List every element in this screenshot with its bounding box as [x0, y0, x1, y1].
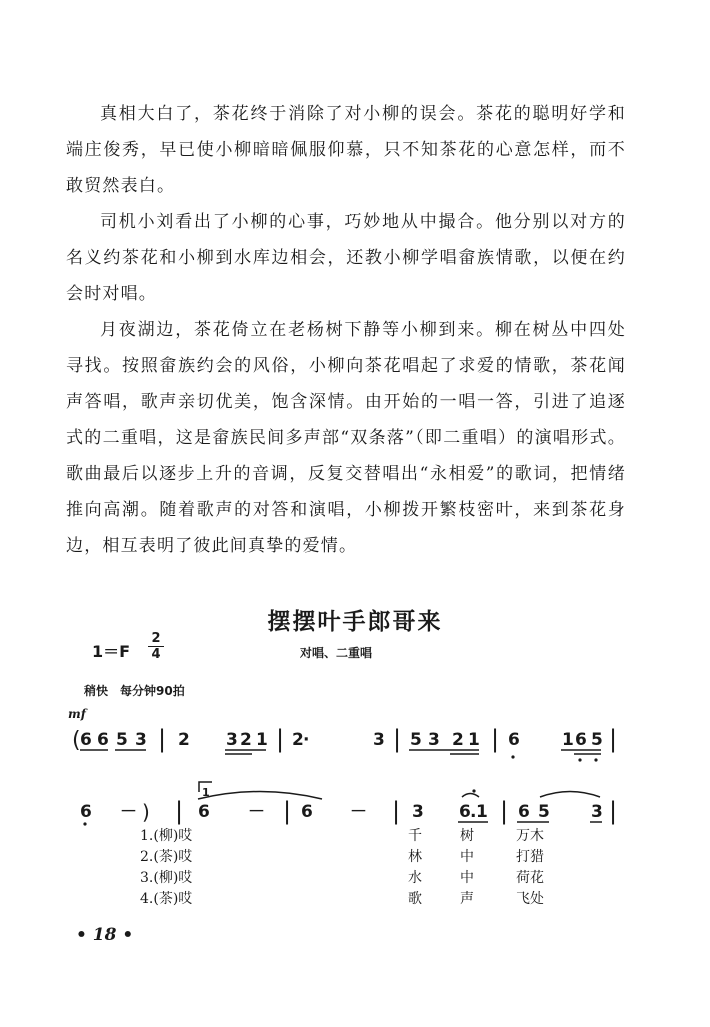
performance-style: 对唱、二重唱	[300, 646, 373, 660]
lyric-word: 歌	[408, 891, 422, 907]
note: 3	[428, 730, 440, 750]
volta-number: 1	[202, 786, 210, 799]
verse-label: 2.(茶)哎	[140, 849, 193, 865]
lyric-word: 千	[408, 828, 422, 844]
verse-label: 1.(柳)哎	[140, 828, 193, 844]
note: 5	[410, 730, 422, 750]
lyric-word: 声	[460, 891, 474, 907]
note: 3	[591, 802, 603, 822]
note: 3	[373, 730, 385, 750]
time-signature	[148, 632, 164, 661]
bar-line: |	[283, 797, 292, 825]
note: 1	[476, 802, 488, 822]
time-signature-bottom: 4	[151, 647, 161, 662]
tempo-marking: 稍快 每分钟90拍	[84, 684, 185, 698]
bar-line: |	[609, 725, 618, 753]
lyric-word: 中	[460, 870, 474, 886]
lyrics-column	[516, 826, 544, 910]
bar-line: |	[392, 797, 401, 825]
note: 5	[538, 802, 550, 822]
dash-extension: －	[120, 802, 137, 822]
lyric-word: 水	[408, 870, 422, 886]
lyric-word: 荷花	[516, 870, 544, 886]
note: 6	[518, 802, 530, 822]
paragraph: 真相大白了，茶花终于消除了对小柳的误会。茶花的聪明好学和端庄俊秀，早已使小柳暗暗佩服仰慕，只不知茶花的心意怎样，而不敢贸然表白。	[66, 104, 626, 196]
dash-extension: －	[248, 802, 265, 822]
verse-label: 4.(茶)哎	[140, 891, 193, 907]
song-title: 摆摆叶手郎哥来	[267, 609, 443, 635]
verse-label: 3.(柳)哎	[140, 870, 193, 886]
close-paren: )	[142, 800, 150, 824]
note: 6	[575, 730, 587, 750]
bar-line: |	[158, 725, 167, 753]
note: 6	[198, 802, 210, 822]
bar-line: |	[500, 797, 509, 825]
lyric-word: 林	[408, 849, 422, 865]
lyrics-column	[460, 826, 474, 910]
dot-extension: .	[470, 802, 477, 822]
lyric-word: 树	[460, 828, 474, 844]
note: 6	[301, 802, 313, 822]
lyric-word: 打猎	[516, 849, 544, 865]
lyric-word: 飞处	[516, 891, 544, 907]
repeat-bar: |	[175, 797, 184, 825]
bar-line: |	[609, 797, 618, 825]
bar-line: |	[491, 725, 500, 753]
note: 2	[240, 730, 252, 750]
numbered-notation-score	[0, 700, 710, 830]
note: 6	[459, 802, 471, 822]
note: 1	[256, 730, 268, 750]
dash-extension: －	[350, 802, 367, 822]
note: 6	[508, 730, 520, 750]
note: 6	[80, 730, 92, 750]
note: 3	[226, 730, 238, 750]
paragraph: 月夜湖边，茶花倚立在老杨树下静等小柳到来。柳在树丛中四处寻找。按照畲族约会的风俗，小柳向茶花唱起了求爱的情歌，茶花闻声答唱，歌声亲切优美，饱含深情。由开始的一唱一答，引进了追逐式的二重唱，这是畲族民间多声部“双条落”（即二重唱）的演唱形式。歌曲最后以逐步上升的音调，反复交替唱出“永相爱”的歌词，把情绪推向高潮。随着歌声的对答和演唱，小柳拨开繁枝密叶，来到茶花身边，相互表明了彼此间真挚的爱情。	[66, 320, 626, 556]
note: 3	[135, 730, 147, 750]
paragraph: 司机小刘看出了小柳的心事，巧妙地从中撮合。他分别以对方的名义约茶花和小柳到水库边相会，还教小柳学唱畲族情歌，以便在约会时对唱。	[66, 212, 626, 304]
note: 1	[468, 730, 480, 750]
note: 3	[412, 802, 424, 822]
note: 1	[562, 730, 574, 750]
lyrics-column	[408, 826, 422, 910]
bar-line: |	[276, 725, 285, 753]
page-number: • 18 •	[76, 925, 134, 945]
key-signature: 1＝F	[92, 642, 131, 661]
time-signature-top: 2	[151, 631, 161, 646]
dynamic-marking: mf	[68, 707, 86, 721]
note: 6	[80, 802, 92, 822]
note: 6	[97, 730, 109, 750]
dot-extension: ·	[303, 730, 310, 750]
note: 2	[452, 730, 464, 750]
note: 2	[292, 730, 304, 750]
bar-line: |	[393, 725, 402, 753]
note: 5	[116, 730, 128, 750]
lyric-word: 中	[460, 849, 474, 865]
lyric-word: 万木	[516, 828, 544, 844]
open-paren: (	[72, 728, 81, 753]
article-text	[66, 96, 626, 564]
note: 2	[178, 730, 190, 750]
lyrics-verse-labels	[140, 826, 192, 910]
note: 5	[591, 730, 603, 750]
